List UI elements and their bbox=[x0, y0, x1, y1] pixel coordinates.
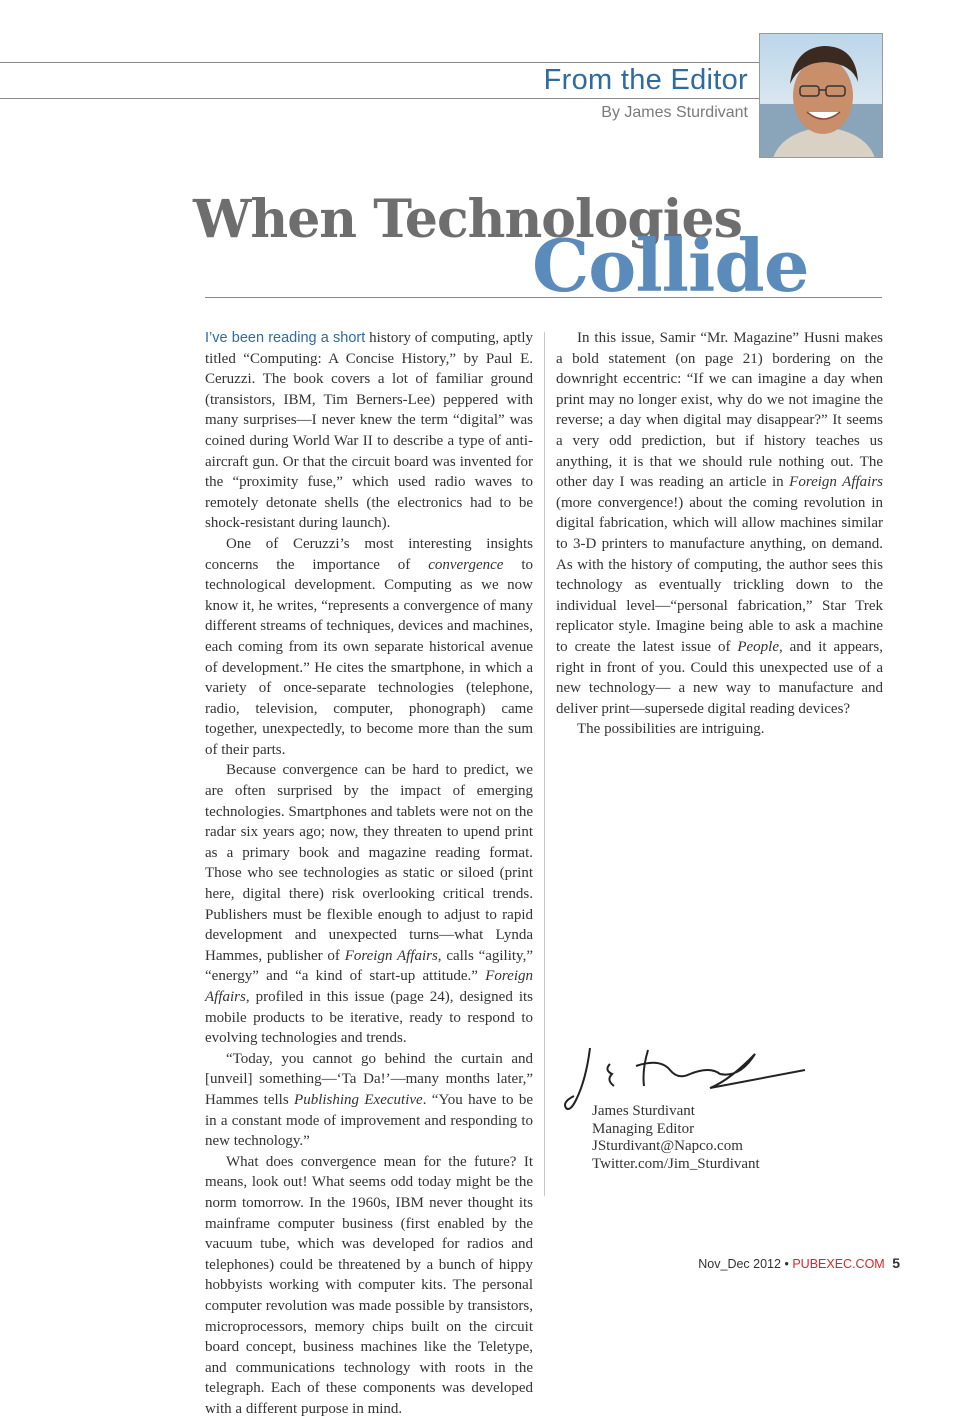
paragraph-text: , profiled in this issue (page 24), designed its mobile products to be iterative, ready to respond to evolving technologies and trends. bbox=[205, 989, 533, 1047]
page-number: 5 bbox=[892, 1255, 900, 1271]
emphasis-text: People bbox=[737, 638, 779, 655]
paragraph-text: , and it appears, right in front of you. Could this unexpected use of a new technology— a new way to manufacture and deliver print—supersede digital reading devices? bbox=[556, 638, 883, 717]
signature-title: Managing Editor bbox=[592, 1120, 695, 1137]
paragraph-7: The possibilities are intriguing. bbox=[577, 721, 765, 738]
paragraph-6 bbox=[556, 328, 883, 719]
headline-line-2: Collide bbox=[532, 223, 809, 308]
editor-portrait-icon bbox=[760, 34, 882, 157]
paragraph-text: One of Ceruzzi’s most interesting insights concerns the importance of bbox=[205, 535, 533, 573]
emphasis-text: Foreign Affairs bbox=[789, 474, 884, 491]
paragraph-text: . “You have to be in a constant mode of improvement and responding to new technology.” bbox=[205, 1091, 533, 1150]
column-divider bbox=[544, 332, 545, 1196]
page-footer bbox=[698, 1255, 900, 1271]
paragraph-2 bbox=[205, 534, 533, 761]
signature-block bbox=[592, 1103, 760, 1173]
paragraph-text: history of computing, aptly titled “Computing: A Concise History,” by Paul E. Ceruzzi. The book covers a lot of familiar ground (transistors, IBM, Tim Berners-Lee) peppered with many surprises—I never knew the term “digital” was coined during World War II to describe a type of anti-aircraft gun. Or that the circuit board was invented for the “proximity fuse,” which used radio waves to remotely detonate shells (the electronics had to be shock-resistant during launch). bbox=[205, 330, 533, 532]
footer-site: PUBEXEC.COM bbox=[792, 1257, 885, 1271]
editor-photo bbox=[759, 33, 883, 158]
footer-bullet: • bbox=[784, 1257, 789, 1271]
emphasis-text: convergence bbox=[428, 556, 504, 573]
article-column-left bbox=[205, 328, 533, 1419]
lead-in: I’ve been reading a short bbox=[205, 330, 366, 346]
emphasis-text: Publishing Executive bbox=[294, 1091, 423, 1108]
paragraph-text: Because convergence can be hard to predict, we are often surprised by the impact of emerging technologies. Smartphones and tablets were not on the radar six years ago; now, they threaten to upend print as a primary book and magazine reading format. Those who see technologies as static or siloed (print here, digital there) risk overlooking critical trends. Publishers must be flexible enough to adjust to rapid development and unexpected turns—what Lynda Hammes, publisher of bbox=[205, 762, 533, 964]
byline: By James Sturdivant bbox=[601, 104, 748, 121]
paragraph-3 bbox=[205, 760, 533, 1048]
section-title: From the Editor bbox=[543, 64, 748, 96]
footer-issue: Nov_Dec 2012 bbox=[698, 1257, 781, 1271]
paragraph-text: to technological development. Computing as we now know it, he writes, “represents a convergence of many different streams of techniques, devices and machines, each coming from its own separate historical avenue of development.” He cites the smartphone, in which a variety of once-separate technologies (telephone, radio, television, computer, phonograph) came together, unexpectedly, to become more than the sum of their parts. bbox=[205, 556, 533, 758]
paragraph-text: , calls “agility,” “energy” and “a kind of start-up attitude.” bbox=[205, 947, 533, 985]
paragraph-text: What does convergence mean for the future? It means, look out! What seems odd today might be the norm tomorrow. In the 1960s, IBM never thought its mainframe computer business (first enabled by the vacuum tube, which was developed for radios and telephones) could be threatened by a bunch of hippy hobbyists working with computer kits. The personal computer revolution was made possible by transistors, microprocessors, memory chips built on the circuit board concept, business machines like the Teletype, and communications technology with roots in the telegraph. Each of these components was developed with a different purpose in mind. bbox=[205, 1153, 533, 1417]
header-rule-bottom bbox=[0, 98, 760, 99]
emphasis-text: Foreign Affairs bbox=[205, 968, 533, 1005]
article-column-right bbox=[556, 328, 883, 740]
headline-line-1: When Technologies bbox=[193, 189, 742, 250]
signature-twitter: Twitter.com/Jim_Sturdivant bbox=[592, 1155, 760, 1172]
paragraph-1 bbox=[205, 328, 533, 534]
paragraph-text: “Today, you cannot go behind the curtain and [unveil] something—‘Ta Da!’—many months later,” Hammes tells bbox=[205, 1050, 533, 1108]
paragraph-4 bbox=[205, 1049, 533, 1152]
signature-name: James Sturdivant bbox=[592, 1103, 695, 1119]
paragraph-text: (more convergence!) about the coming revolution in digital fabrication, which will allow machines similar to 3-D printers to manufacture anything, on demand. As with the history of computing, the author sees this technology as eventually trickling down to the individual level—“personal fabrication,” Star Trek replicator style. Imagine being able to ask a machine to create the latest issue of bbox=[556, 494, 883, 655]
emphasis-text: Foreign Affairs bbox=[344, 947, 438, 964]
paragraph-text: In this issue, Samir “Mr. Magazine” Husni makes a bold statement (on page 21) bordering on the downright eccentric: “If we can imagine a day when print may no longer exist, why do we not imagine the reverse; a day when digital may disappear?” It seems a very odd prediction, but if history teaches us anything, it is that we should rule nothing out. The other day I was reading an article in bbox=[556, 330, 883, 491]
paragraph-5 bbox=[205, 1152, 533, 1419]
signature-email: JSturdivant@Napco.com bbox=[592, 1138, 743, 1154]
headline-rule bbox=[205, 297, 882, 298]
